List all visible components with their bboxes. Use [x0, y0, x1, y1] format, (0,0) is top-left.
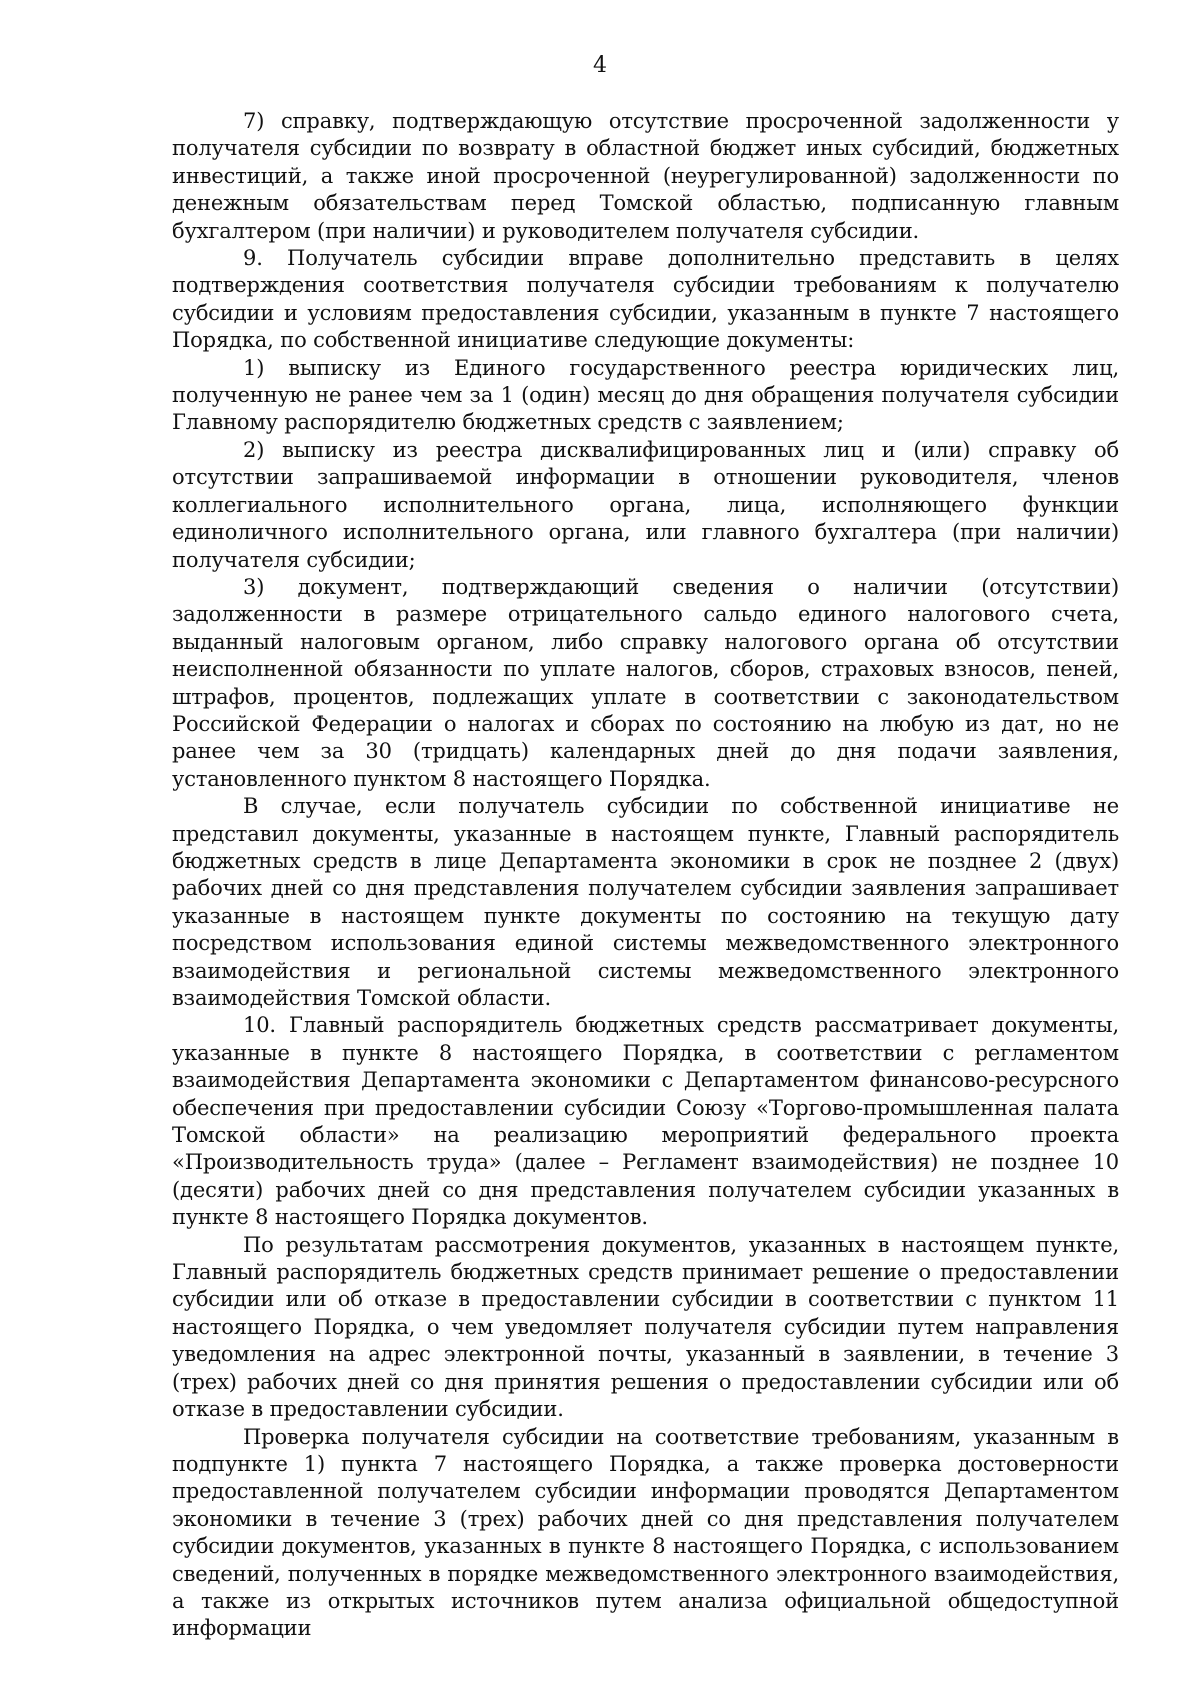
paragraph-item-7-certificate: 7) справку, подтверждающую отсутствие просроченной задолженности у получателя субсидии по возврату в областной бюджет иных субсидий, бюджетных инвестиций, а также иной просроченной (неурегулированной) задолженности по денежным обязательствам перед Томской областью, подписанную главным бухгалтером (при наличии) и руководителем получателя субсидии.: [172, 109, 1119, 243]
paragraph-decision-notice: По результатам рассмотрения документов, указанных в настоящем пункте, Главный распорядитель бюджетных средств принимает решение о предоставлении субсидии или об отказе в предоставлении субсидии в соответствии с пунктом 11 настоящего Порядка, о чем уведомляет получателя субсидии путем направления уведомления на адрес электронной почты, указанный в заявлении, в течение 3 (трех) рабочих дней со дня принятия решения о предоставлении субсидии или об отказе в предоставлении субсидии.: [172, 1232, 1119, 1422]
paragraph-verification: Проверка получателя субсидии на соответствие требованиям, указанным в подпункте 1) пункта 7 настоящего Порядка, а также проверка достоверности предоставленной получателем субсидии информации проводятся Департаментом экономики в течение 3 (трех) рабочих дней со дня представления получателем субсидии документов, указанных в пункте 8 настоящего Порядка, с использованием сведений, полученных в порядке межведомственного электронного взаимодействия, а также из открытых источников путем анализа официальной общедоступной информации: [172, 1424, 1119, 1641]
paragraph-interagency-request: В случае, если получатель субсидии по собственной инициативе не представил документы, указанные в настоящем пункте, Главный распорядитель бюджетных средств в лице Департамента экономики в срок не позднее 2 (двух) рабочих дней со дня представления получателем субсидии заявления запрашивает указанные в настоящем пункте документы по состоянию на текущую дату посредством использования единой системы межведомственного электронного взаимодействия и региональной системы межведомственного электронного взаимодействия Томской области.: [172, 794, 1119, 1010]
paragraph-item-2-disqualified-registry: 2) выписку из реестра дисквалифицированных лиц и (или) справку об отсутствии запрашиваемой информации в отношении руководителя, членов коллегиального исполнительного органа, лица, исполняющего функции единоличного исполнительного органа, или главного бухгалтера (при наличии) получателя субсидии;: [172, 437, 1119, 572]
document-body: [172, 108, 1119, 1643]
paragraph-item-3-tax-document: 3) документ, подтверждающий сведения о наличии (отсутствии) задолженности в размере отрицательного сальдо единого налогового счета, выданный налоговым органом, либо справку налогового органа об отсутствии неисполненной обязанности по уплате налогов, сборов, страховых взносов, пеней, штрафов, процентов, подлежащих уплате в соответствии с законодательством Российской Федерации о налогах и сборах по состоянию на любую из дат, но не ранее чем за 30 (тридцать) календарных дней до дня подачи заявления, установленного пунктом 8 настоящего Порядка.: [172, 574, 1119, 791]
paragraph-clause-10: 10. Главный распорядитель бюджетных средств рассматривает документы, указанные в пункте 8 настоящего Порядка, в соответствии с регламентом взаимодействия Департамента экономики с Департаментом финансово-ресурсного обеспечения при предоставлении субсидии Союзу «Торгово-промышленная палата Томской области» на реализацию мероприятий федерального проекта «Производительность труда» (далее – Регламент взаимодействия) не позднее 10 (десяти) рабочих дней со дня представления получателем субсидии указанных в пункте 8 настоящего Порядка документов.: [172, 1013, 1119, 1230]
paragraph-clause-9: 9. Получатель субсидии вправе дополнительно представить в целях подтверждения соответствия получателя субсидии требованиям к получателю субсидии и условиям предоставления субсидии, указанным в пункте 7 настоящего Порядка, по собственной инициативе следующие документы:: [172, 246, 1119, 353]
page-number: 4: [593, 53, 607, 78]
paragraph-item-1-egrul-extract: 1) выписку из Единого государственного реестра юридических лиц, полученную не ранее чем за 1 (один) месяц до дня обращения получателя субсидии Главному распорядителю бюджетных средств с заявлением;: [172, 355, 1119, 435]
